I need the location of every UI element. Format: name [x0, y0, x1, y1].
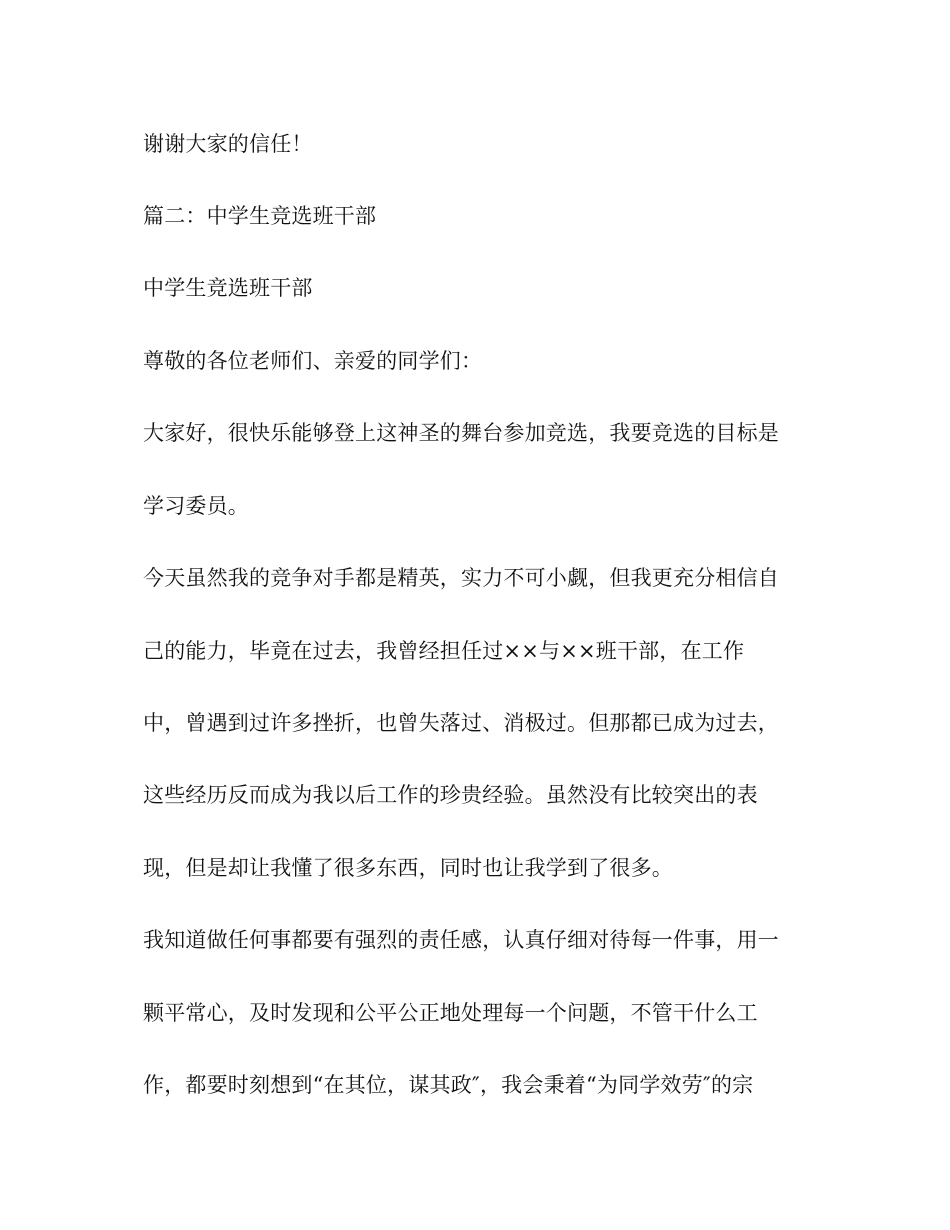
- text-line: 现，但是却让我懂了很多东西，同时也让我学到了很多。: [143, 856, 673, 880]
- text-line: 颗平常心，及时发现和公平公正地处理每一个问题，不管干什么工: [143, 1001, 758, 1025]
- text-line: 这些经历反而成为我以后工作的珍贵经验。虽然没有比较突出的表: [143, 783, 758, 807]
- text-line: 作，都要时刻想到“在其位，谋其政″，我会秉着“为同学效劳″的宗: [143, 1073, 754, 1097]
- text-line: 今天虽然我的竞争对手都是精英，实力不可小觑，但我更充分相信自: [143, 566, 779, 590]
- section-heading: 篇二：中学生竞选班干部: [143, 204, 377, 228]
- salutation: 尊敬的各位老师们、亲爱的同学们：: [143, 349, 483, 373]
- text-line: 己的能力，毕竟在过去，我曾经担任过××与××班干部，在工作: [143, 639, 745, 663]
- speech-title: 中学生竞选班干部: [143, 276, 313, 300]
- text-line: 学习委员。: [143, 494, 249, 518]
- text-line: 大家好，很快乐能够登上这神圣的舞台参加竞选，我要竞选的目标是: [143, 421, 779, 445]
- text-line: 中，曾遇到过许多挫折，也曾失落过、消极过。但那都已成为过去，: [143, 711, 779, 735]
- text-line: 谢谢大家的信任！: [143, 132, 313, 156]
- text-line: 我知道做任何事都要有强烈的责任感，认真仔细对待每一件事，用一: [143, 928, 779, 952]
